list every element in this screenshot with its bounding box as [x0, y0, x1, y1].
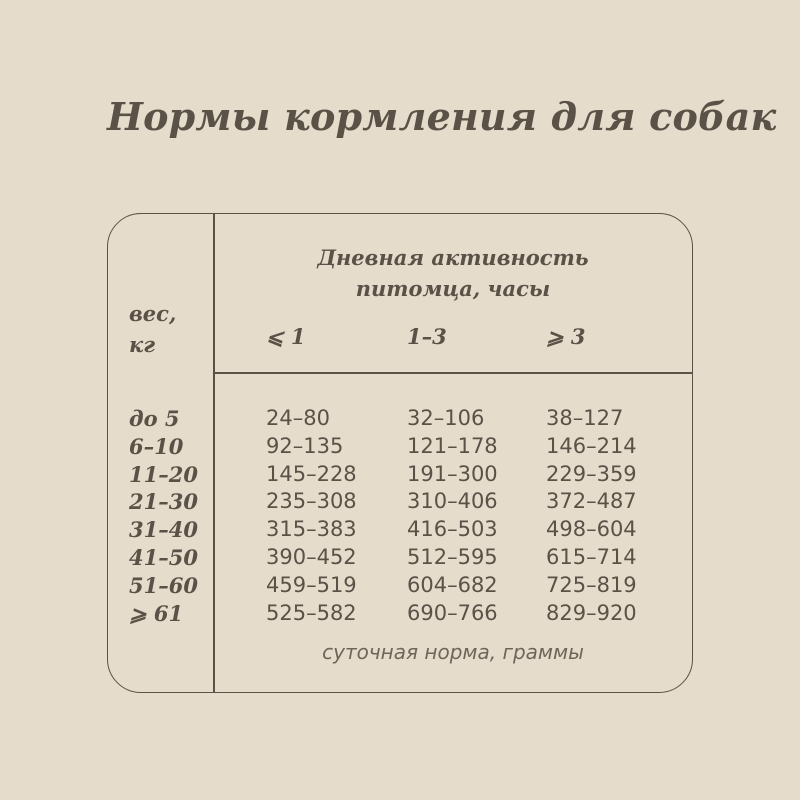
value-cell: 310–406	[407, 489, 498, 514]
value-cell: 725–819	[546, 572, 637, 597]
weight-cell: 11–20	[129, 461, 198, 487]
value-cell: 191–300	[407, 461, 498, 486]
value-cell: 604–682	[407, 572, 498, 597]
activity-header-line: питомца, часы	[355, 276, 551, 301]
activity-header	[214, 242, 692, 304]
value-cell: 32–106	[407, 406, 485, 430]
column-header-high: ⩾ 3	[546, 324, 586, 349]
table-footer-note: суточная норма, граммы	[322, 640, 584, 664]
value-cell: 829–920	[546, 600, 637, 625]
weight-cell: 6–10	[129, 433, 184, 459]
value-cell: 512–595	[407, 544, 498, 569]
values-column-low	[266, 405, 357, 627]
weight-cell: до 5	[129, 406, 180, 431]
value-cell: 235–308	[266, 489, 357, 514]
value-cell: 315–383	[266, 517, 357, 542]
value-cell: 24–80	[266, 406, 330, 430]
weight-cell: 41–50	[129, 544, 198, 570]
value-cell: 372–487	[546, 489, 637, 514]
values-column-mid	[407, 405, 498, 627]
page-title: Нормы кормления для собак	[107, 94, 777, 139]
value-cell: 229–359	[546, 461, 637, 486]
value-cell: 92–135	[266, 433, 344, 458]
value-cell: 121–178	[407, 433, 498, 458]
activity-header-line: Дневная активность	[317, 245, 589, 270]
value-cell: 416–503	[407, 517, 498, 542]
value-cell: 525–582	[266, 600, 357, 625]
column-header-mid: 1–3	[407, 324, 447, 349]
value-cell: 145–228	[266, 461, 357, 486]
value-cell: 146–214	[546, 433, 637, 458]
weight-cell: 21–30	[129, 489, 198, 515]
values-column-high	[546, 405, 637, 627]
column-header-low: ⩽ 1	[266, 324, 306, 349]
weight-cell: 31–40	[129, 517, 198, 543]
value-cell: 390–452	[266, 544, 357, 569]
weight-header-unit: кг	[129, 332, 156, 357]
weight-cell: 51–60	[129, 572, 198, 598]
value-cell: 690–766	[407, 600, 498, 625]
value-cell: 38–127	[546, 406, 624, 430]
weight-header-line: вес,	[129, 301, 177, 326]
value-cell: 459–519	[266, 572, 357, 597]
weight-list	[129, 405, 198, 627]
weight-header	[129, 298, 209, 360]
feeding-table	[107, 213, 693, 693]
weight-cell: ⩾ 61	[129, 600, 184, 626]
header-divider	[214, 372, 692, 374]
value-cell: 615–714	[546, 544, 637, 569]
value-cell: 498–604	[546, 517, 637, 542]
